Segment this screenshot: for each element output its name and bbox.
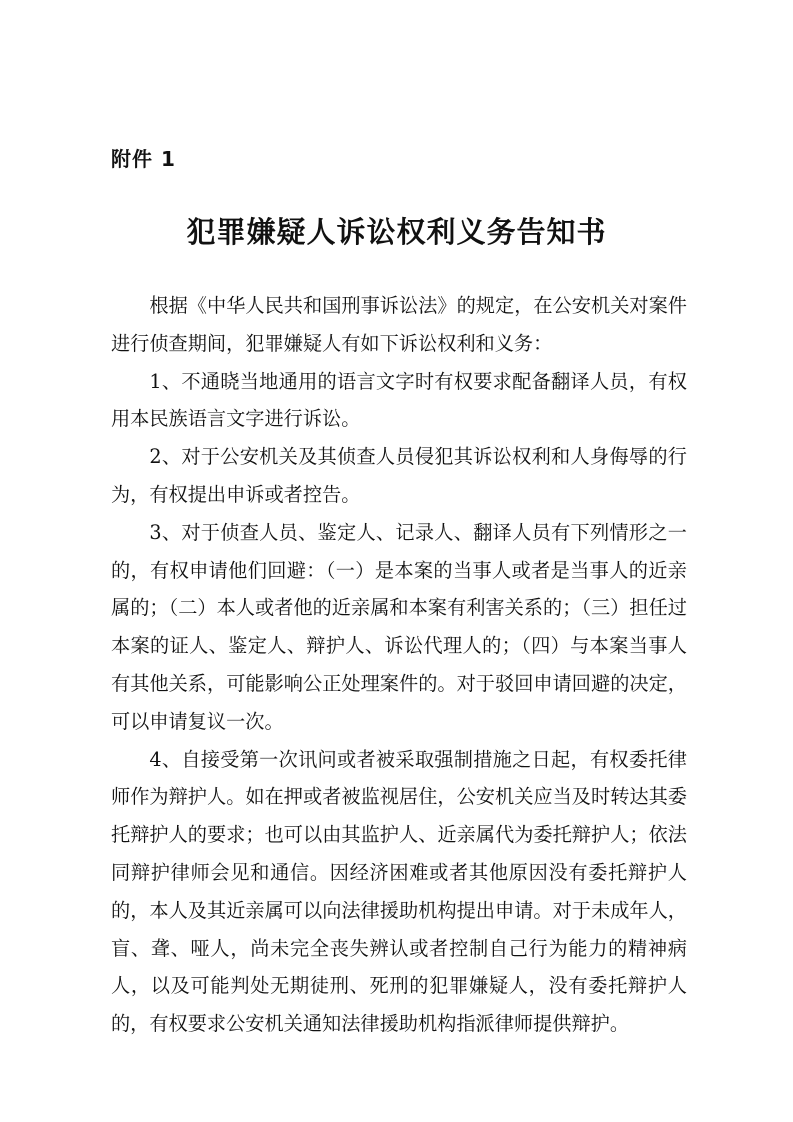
paragraph-item-3: 3、对于侦查人员、鉴定人、记录人、翻译人员有下列情形之一的，有权申请他们回避：（一）是本案的当事人或者是当事人的近亲属的；（二）本人或者他的近亲属和本案有利害关系的；（三）担任过本案的证人、鉴定人、辩护人、诉讼代理人的；（四）与本案当事人有其他关系，可能影响公正处理案件的。对于驳回申请回避的决定，可以申请复议一次。 bbox=[111, 520, 687, 733]
attachment-label: 附件 1 bbox=[111, 147, 176, 171]
paragraph-item-2: 2、对于公安机关及其侦查人员侵犯其诉讼权利和人身侮辱的行为，有权提出申诉或者控告。 bbox=[111, 445, 687, 506]
document-title: 犯罪嫌疑人诉讼权利义务告知书 bbox=[186, 215, 607, 249]
paragraph-intro: 根据《中华人民共和国刑事诉讼法》的规定，在公安机关对案件进行侦查期间，犯罪嫌疑人有如下诉讼权利和义务： bbox=[111, 294, 687, 355]
paragraph-item-1: 1、不通晓当地通用的语言文字时有权要求配备翻译人员，有权用本民族语言文字进行诉讼。 bbox=[111, 369, 687, 431]
paragraph-item-4: 4、自接受第一次讯问或者被采取强制措施之日起，有权委托律师作为辩护人。如在押或者被监视居住，公安机关应当及时转达其委托辩护人的要求；也可以由其监护人、近亲属代为委托辩护人；依法同辩护律师会见和通信。因经济困难或者其他原因没有委托辩护人的，本人及其近亲属可以向法律援助机构提出申请。对于未成年人，盲、聋、哑人，尚未完全丧失辨认或者控制自己行为能力的精神病人，以及可能判处无期徒刑、死刑的犯罪嫌疑人，没有委托辩护人的，有权要求公安机关通知法律援助机构指派律师提供辩护。 bbox=[111, 747, 687, 1036]
document-body bbox=[111, 287, 687, 1043]
